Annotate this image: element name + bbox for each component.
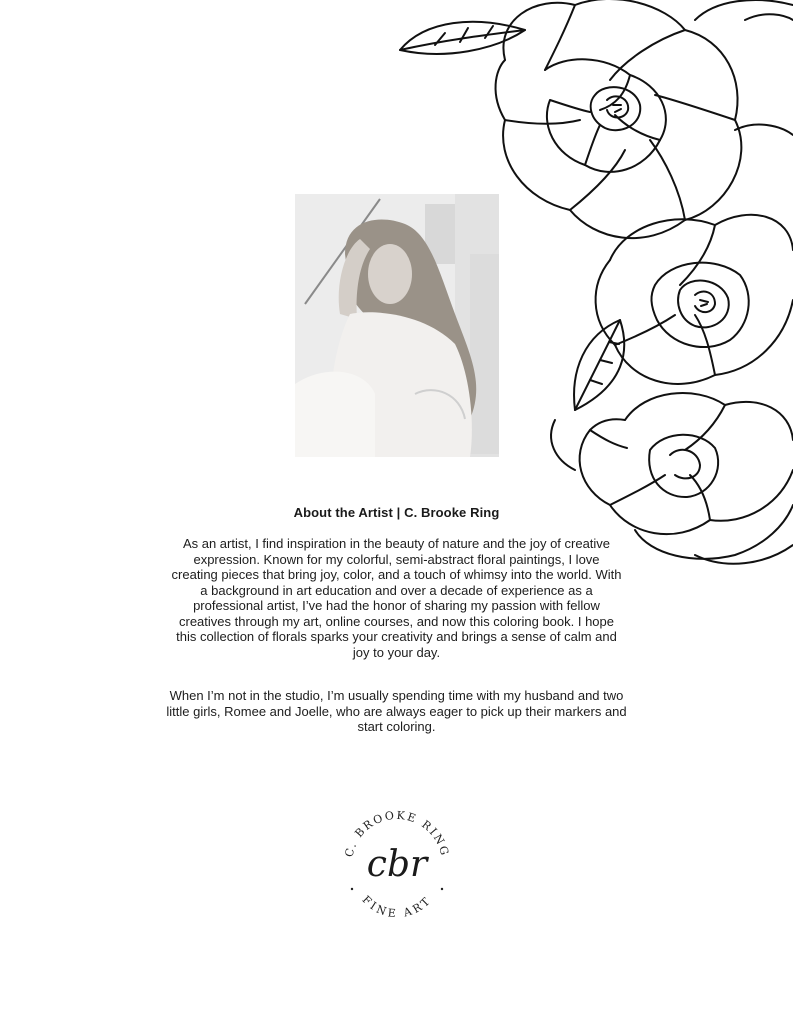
logo-monogram: cbr bbox=[366, 844, 428, 885]
logo-top-text: C. BROOKE RING bbox=[342, 808, 452, 859]
about-title: About the Artist | C. Brooke Ring bbox=[293, 505, 500, 520]
cbr-fine-art-logo bbox=[330, 802, 464, 928]
about-paragraph-2: When I’m not in the studio, I’m usually spending time with my husband and two little girls, Romee and Joelle, who are always eager to pick up their markers and start coloring. bbox=[166, 688, 627, 734]
logo-bottom-text: FINE ART bbox=[359, 893, 435, 921]
artist-portrait-photo bbox=[295, 194, 499, 457]
about-paragraph-1: As an artist, I find inspiration in the beauty of nature and the joy of creative expression. Known for my colorful, semi-abstract floral paintings, I love creating pieces that bring joy, color, and a touch of whimsy into the world. With a background in art education and over a decade of experience as a professional artist, I’ve had the honor of sharing my passion with fellow creatives through my art, online courses, and now this coloring book. I hope this collection of florals sparks your creativity and brings a sense of calm and joy to your day. bbox=[171, 536, 622, 660]
